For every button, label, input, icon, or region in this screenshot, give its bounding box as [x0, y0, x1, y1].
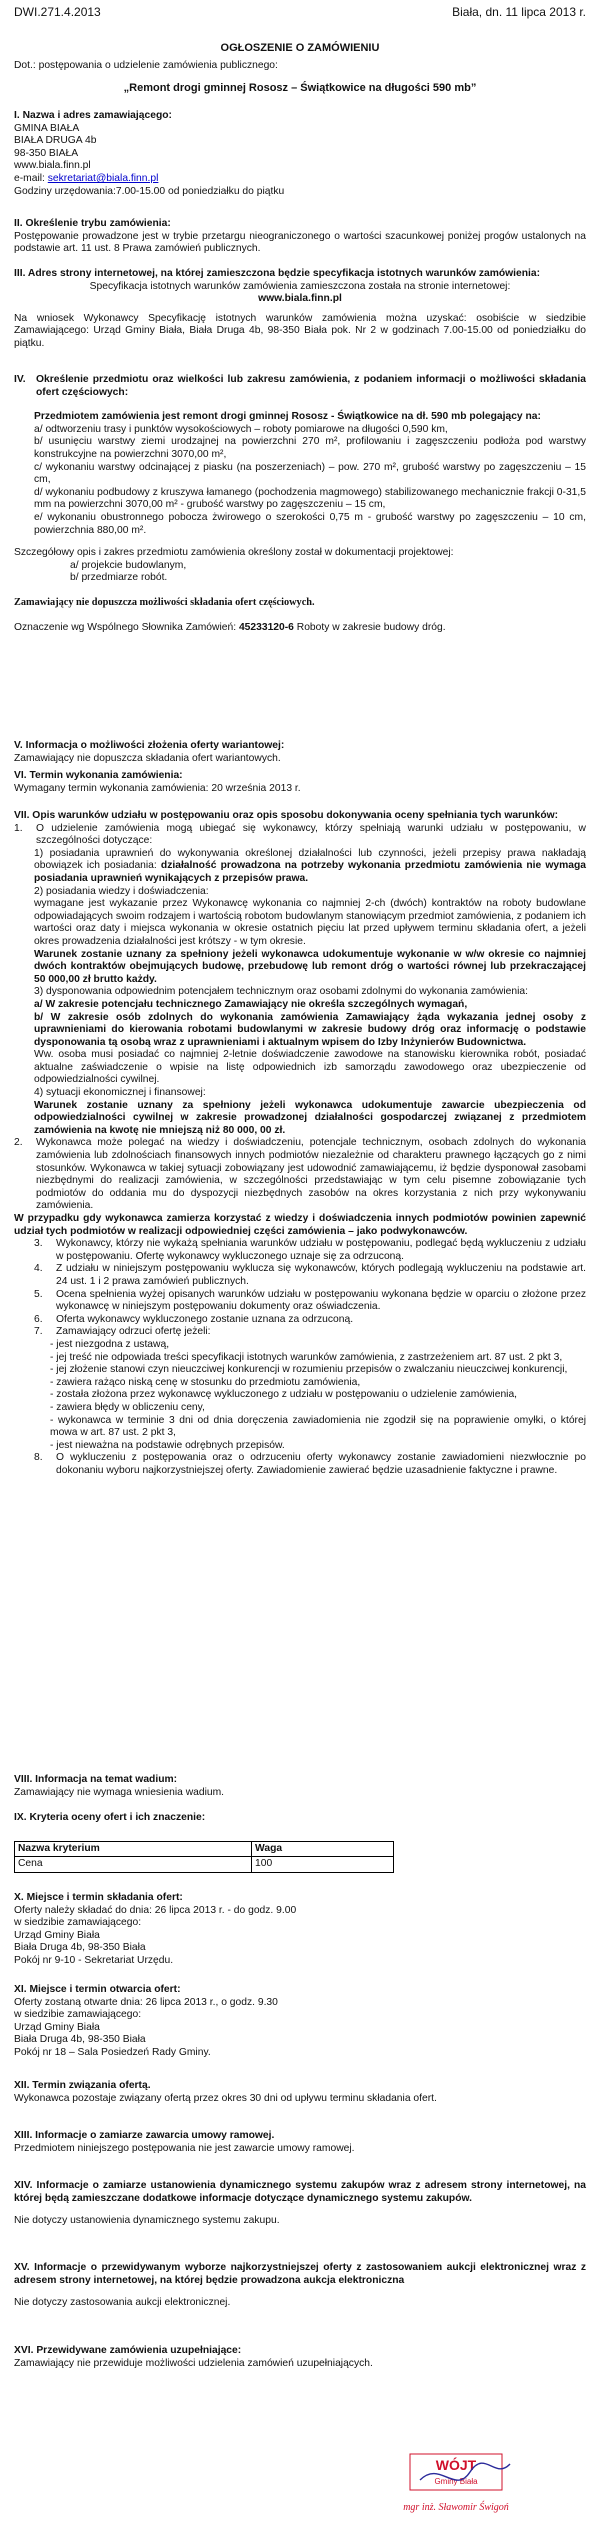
- rejection-reason: - jej złożenie stanowi czyn nieuczciwej konkurencji w rozumieniu przepisów o zwalczaniu nieuczciwej konkurencji,: [50, 1364, 568, 1376]
- item-2-text: Wykonawca może polegać na wiedzy i doświadczeniu, potencjale technicznym, osobach zdolnych do wykonania zamówienia lub zdolnościach finansowych innych podmiotów niezależnie od charakteru prawnego łączących go z nimi stosunków. Wykonawca w takiej sytuacji zobowiązany jest udowodnić zamawiającemu, iż będzie dysponował zasobami niezbędnymi do realizacji zamówienia, w szczególności przedstawiając w tym celu pisemne zobowiązanie tych podmiotów do oddania mu do dyspozycji niezbędnych zasobów na okres korzystania z nich przy wykonywaniu zamówienia.: [36, 1137, 586, 1212]
- no-partial-offers: Zamawiający nie dopuszcza możliwości składania ofert częściowych.: [14, 596, 315, 608]
- condition-4-heading: 4) sytuacji ekonomicznej i finansowej:: [34, 1087, 206, 1099]
- section-14-heading: XIV. Informacje o zamiarze ustanowienia dynamicznego systemu zakupów wraz z adresem strony internetowej, na której będą zamieszczane dodatkowe informacje dotyczące dynamicznego systemu zakupów.: [14, 2180, 586, 2204]
- submission-line: Urząd Gminy Biała: [14, 1929, 100, 1941]
- subject-line: Dot.: postępowania o udzielenie zamówienia publicznego:: [14, 60, 278, 71]
- section-5-text: Zamawiający nie dopuszcza składania ofert wariantowych.: [14, 752, 281, 764]
- item-number: 3.: [34, 1238, 43, 1250]
- section-1: [14, 110, 586, 198]
- section-2-heading: II. Określenie trybu zamówienia:: [14, 218, 171, 229]
- item-5-text: Ocena spełnienia wyżej opisanych warunków udziału w postępowaniu wykonana będzie w oparciu o złożone przez wykonawcę w niniejszym postępowaniu dokumenty oraz oświadczenia.: [56, 1288, 586, 1313]
- condition-1-bold: działalność prowadzona na potrzeby wykonania przedmiotu zamówienia nie wymaga posiadania uprawnień wynikających z przepisów prawa.: [34, 860, 586, 884]
- section-4-intro: Przedmiotem zamówienia jest remont drogi gminnej Rososz - Świątkowice na dł. 590 mb polegający na:: [34, 411, 541, 423]
- section-5-heading: V. Informacja o możliwości złożenia oferty wariantowej:: [14, 740, 285, 751]
- section-16-text: Zamawiający nie przewiduje możliwości udzielenia zamówień uzupełniających.: [14, 2357, 373, 2369]
- reference-number: DWI.271.4.2013: [14, 5, 101, 19]
- condition-1: [14, 848, 586, 886]
- opening-line: w siedzibie zamawiającego:: [14, 2009, 142, 2021]
- table-cell: Cena: [15, 1857, 252, 1873]
- address-line: GMINA BIAŁA: [14, 122, 80, 134]
- section-9: [14, 1812, 586, 1873]
- item-number: 2.: [14, 1137, 23, 1149]
- section-15-text: Nie dotyczy zastosowania aukcji elektronicznej.: [14, 2297, 231, 2309]
- section-10-heading: X. Miejsce i termin składania ofert:: [14, 1892, 183, 1903]
- item-number: 8.: [34, 1452, 43, 1464]
- rejection-reason: - jest nieważna na podstawie odrębnych przepisów.: [50, 1439, 285, 1451]
- condition-3-heading: 3) dysponowania odpowiednim potencjałem technicznym oraz osobami zdolnymi do wykonania zamówienia:: [34, 986, 528, 998]
- rejection-reason: - została złożona przez wykonawcę wykluczonego z udziału w postępowaniu o udzielenie zamówienia,: [50, 1389, 518, 1401]
- section-3: [14, 268, 586, 351]
- stamp-subtitle: Gminy Biała: [434, 2477, 478, 2486]
- section-6-heading: VI. Termin wykonania zamówienia:: [14, 770, 183, 781]
- table-cell: 100: [252, 1857, 394, 1873]
- section-14-text: Nie dotyczy ustanowienia dynamicznego systemu zakupu.: [14, 2215, 280, 2227]
- item-number: 7.: [34, 1326, 43, 1338]
- section-2: [14, 218, 586, 256]
- section-6-text: Wymagany termin wykonania zamówienia: 20 września 2013 r.: [14, 782, 301, 794]
- opening-line: Pokój nr 18 – Sala Posiedzeń Rady Gminy.: [14, 2046, 211, 2058]
- table-header-cell: Nazwa kryterium: [15, 1841, 252, 1857]
- rejection-reason: - zawiera błędy w obliczeniu ceny,: [50, 1401, 205, 1413]
- section-11-heading: XI. Miejsce i termin otwarcia ofert:: [14, 1984, 181, 1995]
- section-1-heading: I. Nazwa i adres zamawiającego:: [14, 110, 172, 121]
- section-5: [14, 740, 586, 765]
- section-10: [14, 1892, 586, 1968]
- section-4-heading: Określenie przedmiotu oraz wielkości lub zakresu zamówienia, z podaniem informacji o możliwości składania ofert częściowych:: [36, 374, 586, 398]
- condition-3-text: Ww. osoba musi posiadać co najmniej 2-letnie doświadczenie zawodowe na stanowisku kierownika robót, posiadać aktualne zaświadczenie o wpisie na listę odpowiednich izb samorządu zawodowego oraz ubezpieczenie od odpowiedzialności cywilnej.: [34, 1049, 586, 1086]
- email-link[interactable]: sekretariat@biala.finn.pl: [47, 172, 159, 184]
- section-8-text: Zamawiający nie wymaga wniesienia wadium.: [14, 1786, 225, 1798]
- item-number: 4.: [34, 1263, 43, 1275]
- item-number: 1.: [14, 822, 23, 834]
- cpv-line: [14, 622, 586, 635]
- condition-1-text: 1) posiadania uprawnień do wykonywania określonej działalności lub czynności, jeżeli przepisy prawa nakładają obowiązek ich posiadania:: [34, 847, 586, 872]
- item-6-text: Oferta wykonawcy wykluczonego zostanie uznana za odrzuconą.: [56, 1313, 354, 1325]
- section-12-text: Wykonawca pozostaje związany ofertą przez okres 30 dni od upływu terminu składania ofert.: [14, 2092, 437, 2104]
- docs-item: b/ przedmiarze robót.: [70, 572, 168, 584]
- subcontractor-note: W przypadku gdy wykonawca zamierza korzystać z wiedzy i doświadczenia innych podmiotów powinien zapewnić udział tych podmiotów w realizacji odpowiedniej części zamówienia – jako podwykonawców.: [14, 1213, 586, 1237]
- cpv-label: Oznaczenie wg Wspólnego Słownika Zamówień:: [14, 621, 239, 633]
- submission-line: Oferty należy składać do dnia: 26 lipca 2013 r. - do godz. 9.00: [14, 1904, 297, 1916]
- cpv-description: Roboty w zakresie budowy dróg.: [293, 621, 446, 633]
- section-8-heading: VIII. Informacja na temat wadium:: [14, 1774, 178, 1785]
- section-3-line: Specyfikacja istotnych warunków zamówienia zamieszczona została na stronie internetowej:: [89, 280, 511, 292]
- section-7-heading: VII. Opis warunków udziału w postępowaniu oraz opis sposobu dokonywania oceny spełniania tych warunków:: [14, 810, 559, 821]
- section-3-url[interactable]: www.biala.finn.pl: [258, 293, 342, 305]
- section-3-heading: III. Adres strony internetowej, na której zamieszczona będzie specyfikacja istotnych warunków zamówienia:: [14, 268, 541, 279]
- email-label: e-mail:: [14, 172, 48, 184]
- condition-2-heading: 2) posiadania wiedzy i doświadczenia:: [34, 885, 209, 897]
- docs-text: Szczegółowy opis i zakres przedmiotu zamówienia określony został w dokumentacji projektowej:: [14, 547, 454, 559]
- section-6: [14, 770, 586, 795]
- section-7: [14, 810, 586, 1477]
- condition-3a: a/ W zakresie potencjału technicznego Zamawiający nie określa szczególnych wymagań,: [34, 998, 468, 1010]
- signature-stamp: [360, 2450, 560, 2520]
- section-4: [14, 374, 586, 634]
- address-line: 98-350 BIAŁA: [14, 147, 79, 159]
- item-3-text: Wykonawcy, którzy nie wykażą spełniania warunków udziału w postępowaniu, podlegać będą wykluczeniu z udziału w postępowaniu. Ofertę wykonawcy wykluczonego uznaje się za odrzuconą.: [56, 1238, 586, 1262]
- section-15-heading: XV. Informacje o przewidywanym wyborze najkorzystniejszej oferty z zastosowaniem aukcji elektronicznej wraz z adresem strony internetowej, na której będzie prowadzona aukcja elektroniczna: [14, 2262, 586, 2286]
- place-and-date: Biała, dn. 11 lipca 2013 r.: [452, 5, 586, 19]
- project-title: „Remont drogi gminnej Rososz – Świątkowice na długości 590 mb”: [123, 82, 477, 94]
- rejection-reason: - zawiera rażąco niską cenę w stosunku do przedmiotu zamówienia,: [50, 1376, 361, 1388]
- scope-item: a/ odtworzeniu trasy i punktów wysokościowych – roboty pomiarowe na długości 0,590 km,: [34, 423, 448, 435]
- section-13: [14, 2130, 586, 2155]
- submission-line: Pokój nr 9-10 - Sekretariat Urzędu.: [14, 1954, 174, 1966]
- opening-line: Urząd Gminy Biała: [14, 2021, 100, 2033]
- section-13-text: Przedmiotem niniejszego postępowania nie jest zawarcie umowy ramowej.: [14, 2142, 355, 2154]
- item-number: 6.: [34, 1313, 43, 1325]
- section-14: [14, 2180, 586, 2228]
- scope-item: c/ wykonaniu warstwy odcinającej z piasku (na poszerzeniach) – pow. 270 m², grubość warstwy po zagęszczeniu – 15 cm,: [34, 461, 586, 486]
- cpv-code: 45233120-6: [238, 621, 294, 633]
- section-4-number: IV.: [14, 374, 26, 385]
- scope-item: e/ wykonaniu obustronnego pobocza żwirowego o szerokości 0,75 m - grubość warstwy po zagęszczeniu – 10 cm, powierzchnia 880,00 m².: [34, 511, 586, 536]
- submission-line: Biała Druga 4b, 98-350 Biała: [14, 1942, 146, 1954]
- item-number: 5.: [34, 1288, 43, 1300]
- condition-2-requirement: Warunek zostanie uznany za spełniony jeżeli wykonawca udokumentuje wykonanie w w/w okresie co najmniej dwóch kontraktów obejmujących budowę, przebudowę lub remont dróg o wartości równej lub przekraczającej 50 000,00 zł brutto każdy.: [34, 948, 586, 985]
- section-8: [14, 1774, 586, 1799]
- rejection-reason: - jej treść nie odpowiada treści specyfikacji istotnych warunków zamówienia, z zastrzeżeniem art. 87 ust. 2 pkt 3,: [50, 1351, 563, 1363]
- rejection-reason: - wykonawca w terminie 3 dni od dnia doręczenia zawiadomienia nie zgodził się na poprawienie omyłki, o której mowa w art. 87 ust. 2 pkt 3,: [50, 1414, 586, 1439]
- table-header-cell: Waga: [252, 1841, 394, 1857]
- scope-item: d/ wykonaniu podbudowy z kruszywa łamanego (pochodzenia magmowego) stabilizowanego mechanicznie frakcji 0-31,5 mm na powierzchni 3070,00 m² - grubość warstwy po zagęszczeniu – 15 cm,: [34, 486, 586, 511]
- email-line: [14, 173, 586, 186]
- condition-3b: b/ W zakresie osób zdolnych do wykonania zamówienia Zamawiający żąda wykazania jednej osoby z uprawnieniami do kierowania robotami budowlanymi w zakresie budowy dróg oraz informację o podstawie dysponowania tą osobą wraz z uprawnieniami i aktualnym wpisem do Izby Inżynierów Budownictwa.: [34, 1011, 586, 1048]
- section-11: [14, 1984, 586, 2060]
- section-16: [14, 2345, 586, 2370]
- section-12-heading: XII. Termin związania ofertą.: [14, 2080, 151, 2091]
- table-header-row: [15, 1841, 394, 1857]
- condition-intro: O udzielenie zamówienia mogą ubiegać się wykonawcy, którzy spełniają warunki udziału w postępowaniu, w szczególności dotyczące:: [36, 822, 586, 847]
- section-2-text: Postępowanie prowadzone jest w trybie przetargu nieograniczonego o wartości szacunkowej poniżej progów ustalonych na podstawie art. 11 ust. 8 Prawa zamówień publicznych.: [14, 230, 586, 255]
- opening-line: Biała Druga 4b, 98-350 Biała: [14, 2034, 146, 2046]
- website-line: www.biala.finn.pl: [14, 160, 91, 172]
- section-13-heading: XIII. Informacje o zamiarze zawarcia umowy ramowej.: [14, 2130, 275, 2141]
- table-row: [15, 1857, 394, 1873]
- submission-line: w siedzibie zamawiającego:: [14, 1917, 142, 1929]
- criteria-table: [14, 1841, 394, 1873]
- rejection-reason: - jest niezgodna z ustawą,: [50, 1338, 170, 1350]
- docs-item: a/ projekcie budowlanym,: [70, 559, 187, 571]
- office-hours: Godziny urzędowania:7.00-15.00 od poniedziałku do piątku: [14, 185, 285, 197]
- signatory-name: mgr inż. Sławomir Świgoń: [403, 2502, 509, 2513]
- item-7-text: Zamawiający odrzuci ofertę jeżeli:: [56, 1326, 211, 1338]
- item-4-text: Z udziału w niniejszym postępowaniu wyklucza się wykonawców, których podlegają wykluczeniu na podstawie art. 24 ust. 1 i 2 prawa zamówień publicznych.: [56, 1263, 586, 1287]
- opening-line: Oferty zostaną otwarte dnia: 26 lipca 2013 r., o godz. 9.30: [14, 1996, 278, 2008]
- condition-2-text: wymagane jest wykazanie przez Wykonawcę wykonania co najmniej 2-ch (dwóch) kontraktów na roboty budowlane odpowiadających swoim rodzajem i wartością robotom budowlanym stanowiącym przedmiot zamówienia, z podaniem ich wartości oraz daty i miejsca wykonania w okresie ostatnich pięciu lat przed upływem terminu składania ofert, a jeżeli okres prowadzenia działalności jest krótszy - w tym okresie.: [34, 898, 586, 947]
- condition-4-requirement: Warunek zostanie uznany za spełniony jeżeli wykonawca udokumentuje zawarcie ubezpieczenia od odpowiedzialności cywilnej w zakresie prowadzonej działalności gospodarczej związanej z przedmiotem zamówienia na kwotę nie mniejszą niż 80 000, 00 zł.: [34, 1099, 586, 1136]
- signature-graphic: [360, 2450, 560, 2520]
- stamp-title: WÓJT: [435, 2457, 477, 2473]
- section-9-heading: IX. Kryteria oceny ofert i ich znaczenie:: [14, 1812, 206, 1823]
- document-title: OGŁOSZENIE O ZAMÓWIENIU: [220, 42, 380, 54]
- section-16-heading: XVI. Przewidywane zamówienia uzupełniające:: [14, 2345, 242, 2356]
- scope-item: b/ usunięciu warstwy ziemi urodzajnej na powierzchni 270 m², profilowaniu i zagęszczeniu podłoża pod warstwy konstrukcyjne na powierzchni 3070,00 m²,: [34, 436, 586, 460]
- section-3-text: Na wniosek Wykonawcy Specyfikację istotnych warunków zamówienia można uzyskać: osobiście w siedzibie Zamawiającego: Urząd Gminy Biała, Biała Druga 4b, 98-350 Biała pok. Nr 2 w godzinach 7.00-15.00 od poniedziałku do piątku.: [14, 312, 586, 349]
- address-line: BIAŁA DRUGA 4b: [14, 135, 97, 147]
- section-15: [14, 2262, 586, 2310]
- item-8-text: O wykluczeniu z postępowania oraz o odrzuceniu oferty wykonawcy zostanie zawiadomieni niezwłocznie po dokonaniu wyboru najkorzystniejszej oferty. Zawiadomienie zawierać będzie uzasadnienie faktyczne i prawne.: [56, 1452, 586, 1476]
- section-12: [14, 2080, 586, 2105]
